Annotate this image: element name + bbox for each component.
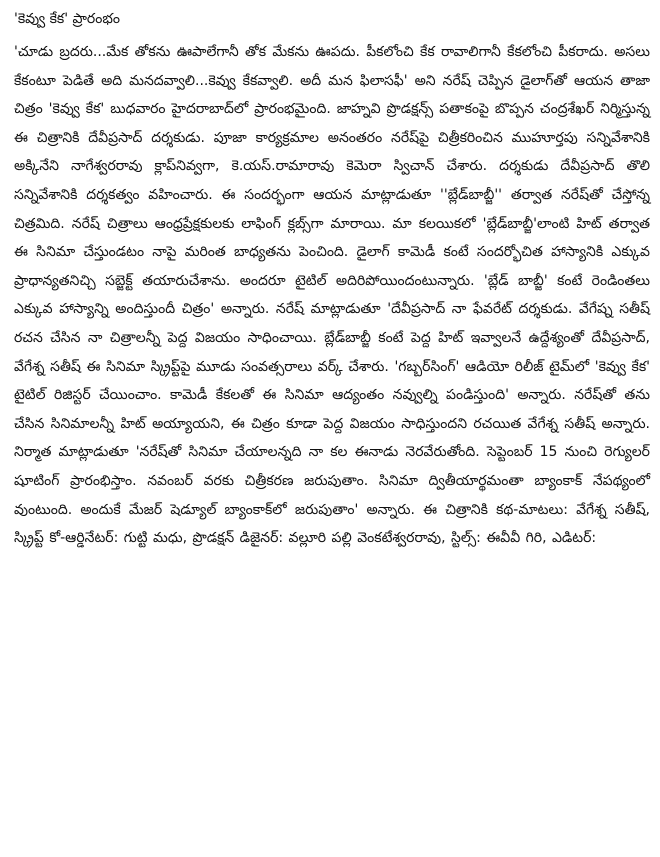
article-headline: 'కెవ్వు కేక' ప్రారంభం	[14, 11, 120, 27]
article-body: 'చూడు బ్రదరు...మేక తోకను ఊపాలేగానీ తోక మేకను ఊపదు. పీకలోంచి కేక రావాలిగానీ కేకలోంచి పీకరాదు. అసలు కేకంటూ పెడితే అది మనదవ్వాలి...కెవ్వు కేకవ్వాలి. అదీ మన ఫిలాసఫీ' అని నరేష్ చెప్పిన డైలాగ్‌తో ఆయన తాజా చిత్రం 'కెవ్వు కేక' బుధవారం హైదరాబాద్‌లో ప్రారంభమైంది. జాహ్నవి ప్రొడక్షన్స్ పతాకంపై బొప్పన చంద్రశేఖర్ నిర్మిస్తున్న ఈ చిత్రానికి దేవీప్రసాద్ దర్శకుడు. పూజా కార్యక్రమాల అనంతరం నరేష్‌పై చిత్రీకరించిన ముహూర్తపు సన్నివేశానికి అక్కినేని నాగేశ్వరరావు క్లాప్‌నివ్వగా, కె.యస్.రామారావు కెమెరా స్విచాన్ చేశారు. దర్శకుడు దేవీప్రసాద్ తొలి సన్నివేశానికి దర్శకత్వం వహించారు. ఈ సందర్భంగా ఆయన మాట్లాడుతూ ''బ్లేడ్‌బాబ్జీ'' తర్వాత నరేష్‌తో చేస్తోన్న చిత్రమిది. నరేష్ చిత్రాలు ఆంధ్రప్రేక్షకులకు లాఫింగ్ క్లబ్స్‌గా మారాయి. మా కలయికలో 'బ్లేడ్‌బాబ్జీ'లాంటి హిట్ తర్వాత ఈ సినిమా చేస్తుండటం నాపై మరింత బాధ్యతను పెంచింది. డైలాగ్ కామెడీ కంటే సందర్భోచిత హాస్యానికి ఎక్కువ ప్రాధాన్యతనిచ్చి సబ్జెక్ట్ తయారుచేశాను. అందరూ టైటిల్ అదిరిపోయిందంటున్నారు. 'బ్లేడ్ బాబ్జీ' కంటే రెండింతలు ఎక్కువ హాస్యాన్ని అందిస్తుందీ చిత్రం' అన్నారు. నరేష్ మాట్లాడుతూ 'దేవీప్రసాద్ నా ఫేవరేట్ దర్శకుడు. వేగేష్న సతీష్ రచన చేసిన నా చిత్రాలన్నీ పెద్ద విజయం సాధించాయి. బ్లేడ్‌బాబ్జీ కంటే పెద్ద హిట్ ఇవ్వాలనే ఉద్దేశ్యంతో దేవీప్రసాద్, వేగేశ్న సతీష్ ఈ సినిమా స్క్రిప్ట్‌పై మూడు సంవత్సరాలు వర్క్ చేశారు. 'గబ్బర్‌సింగ్' ఆడియో రిలీజ్ టైమ్‌లో 'కెవ్వు కేక' టైటిల్ రిజిస్టర్ చేయించాం. కామెడీ కేకలతో ఈ సినిమా ఆద్యంతం నవ్వుల్ని పండిస్తుంది' అన్నారు. నరేష్‌తో తను చేసిన సినిమాలన్నీ హిట్ అయ్యాయని, ఈ చిత్రం కూడా పెద్ద విజయం సాధిస్తుందని రచయిత వేగేశ్న సతీష్ అన్నారు. నిర్మాత మాట్లాడుతూ 'నరేష్‌తో సినిమా చేయాలన్నది నా కల ఈనాడు నెరవేరుతోంది. సెప్టెంబర్ 15 నుంచి రెగ్యులర్ షూటింగ్ ప్రారంభిస్తాం. నవంబర్ వరకు చిత్రీకరణ జరుపుతాం. సినిమా ద్వితీయార్థమంతా బ్యాంకాక్ నేపథ్యంలో వుంటుంది. అందుకే మేజర్ షెడ్యూల్ బ్యాంకాక్‌లో జరుపుతాం' అన్నారు. ఈ చిత్రానికి కథ-మాటలు: వేగేశ్న సతీష్, స్క్రిప్ట్ కో-ఆర్డినేటర్: గుట్టి మధు, ప్రొడక్షన్ డిజైనర్: వల్లూరి పల్లి వెంకటేశ్వరరావు, స్టిల్స్: ఈవీవీ గిరి, ఎడిటర్:	[14, 44, 650, 547]
